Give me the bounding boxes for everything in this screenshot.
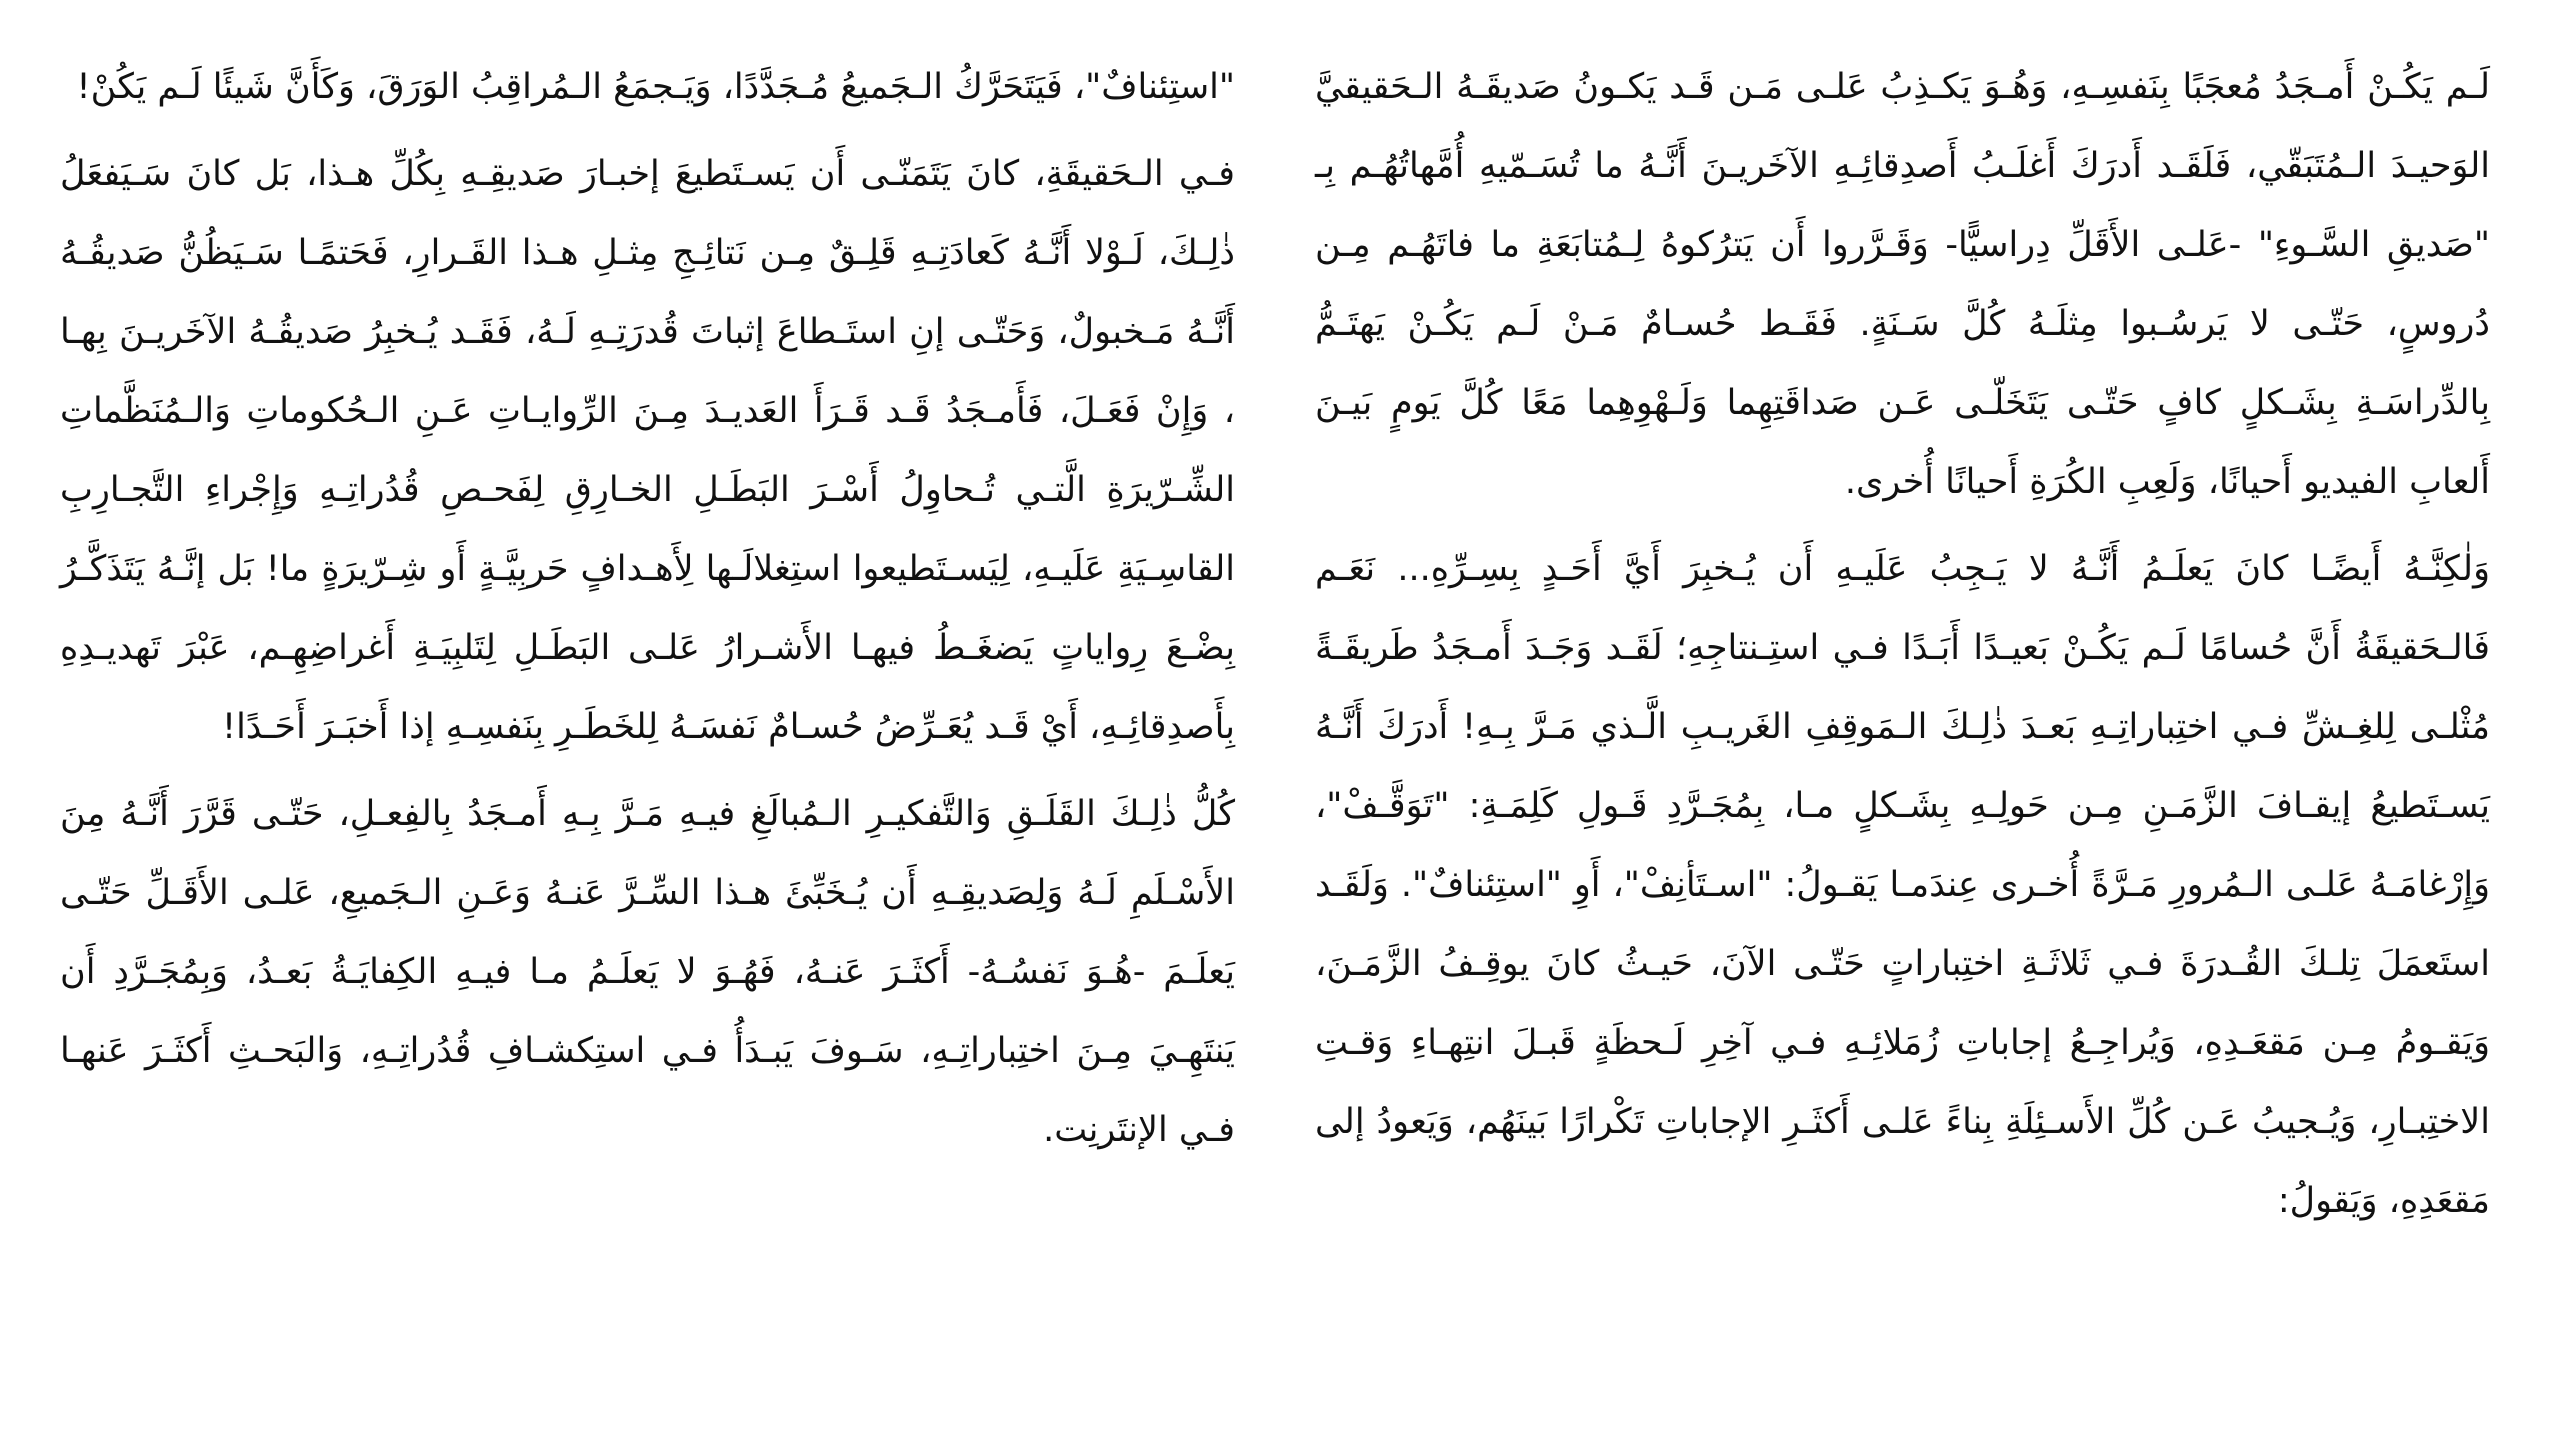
paragraph-amjad-friend: لَـم يَكُـنْ أَمـجَدُ مُعجَبًا بِنَفسِـهِ، وَهُـوَ يَكـذِبُ عَلـى مَـن قَـد يَكـونُ صَديقَـهُ الـحَقيقيَّ الوَحيـدَ الـمُتَبَقّي، فَلَقَـد أَدرَكَ أَغلَـبُ أَصدِقائِـهِ الآخَريـنَ أَنَّـهُ ما تُسَـمّيهِ أُمَّهاتُهُـم بِـ "صَديقِ السَّـوءِ" -عَلـى الأَقَلِّ دِراسيًّا- وَقَـرَّروا أَن يَترُكوهُ لِـمُتابَعَةِ ما فاتَهُـم مِـن دُروسٍ، حَتّـى لا يَرسُـبوا مِثلَـهُ كُلَّ سَـنَةٍ. فَقَـط حُسـامٌ مَـنْ لَـم يَكُـنْ يَهتَـمُّ بِالدِّراسَـةِ بِشَـكلٍ كافٍ حَتّـى يَتَخَلّـى عَـن صَداقَتِهِما وَلَـهْوِهِما مَعًا كُلَّ يَومٍ بَيـنَ أَلعابِ الفيديو أَحيانًا، وَلَعِبِ الكُرَةِ أَحيانًا أُخرى. [1315,67,2490,502]
paragraph-in-reality: فـي الـحَقيقَةِ، كانَ يَتَمَنّـى أَن يَسـتَطيعَ إخبـارَ صَديقِـهِ بِكُلِّ هـذا، بَل كانَ سَـيَفعَلُ ذٰلِـكَ، لَـوْلا أَنَّـهُ كَعادَتِـهِ قَلِـقٌ مِـن نَتائِـجِ مِثـلِ هـذا القَـرارِ، فَحَتمًـا سَـيَظُنُّ صَديقُـهُ أَنَّـهُ مَـخبولٌ، وَحَتّـى إنِ استَـطاعَ إثباتَ قُدرَتِـهِ لَـهُ، فَقَـد يُـخبِرُ صَديقُـهُ الآخَريـنَ بِهـا ، وَإِنْ فَعَـلَ، فَأَمـجَدُ قَـد قَـرَأَ العَديـدَ مِـنَ الرِّوايـاتِ عَـنِ الـحُكوماتِ وَالـمُنَظَّماتِ الشِّـرّيرَةِ الَّتـي تُـحاوِلُ أَسْـرَ البَطَـلِ الخـارِقِ لِفَحـصِ قُدُراتِـهِ وَإِجْراءِ التَّجـارِبِ القاسِـيَةِ عَلَيـهِ، لِيَسـتَطيعوا استِغلالَـها لِأَهـدافٍ حَربِيَّـةٍ أَو شِـرّيرَةٍ ما! بَل إنَّـهُ يَتَذَكَّـرُ بِضْـعَ رِواياتٍ يَضغَـطُ فيهـا الأَشـرارُ عَلـى البَطَـلِ لِتَلبِيَـةِ أَغراضِهِـم، عَبْرَ تَهديـدِهِ بِأَصدِقائِـهِ، أَيْ قَـد يُعَـرِّضُ حُسـامٌ نَفسَـهُ لِلخَطَـرِ بِنَفسِـهِ إذا أَخبَـرَ أَحَـدًا! [60,154,1235,747]
paragraph-resume: "استِئنافٌ"، فَيَتَحَرَّكُ الـجَميعُ مُـجَدَّدًا، وَيَـجمَعُ الـمُراقِبُ الوَرَقَ، وَكَأَنَّ شَيئًا لَـم يَكُنْ! [76,67,1235,107]
paragraph-time-stop-ability: وَلٰكِنَّـهُ أَيضًـا كانَ يَعلَـمُ أَنَّـهُ لا يَـجِبُ عَلَيـهِ أَن يُـخبِرَ أَيَّ أَحَـدٍ بِسِـرِّهِ... نَعَـم فَالـحَقيقَةُ أَنَّ حُسامًا لَـم يَكُـنْ بَعيـدًا أَبَـدًا فـي استِـنتاجِهِ؛ لَقَـد وَجَـدَ أَمـجَدُ طَريقَـةً مُثْلـى لِلغِـشِّ فـي اختِباراتِـهِ بَعـدَ ذٰلِـكَ الـمَوقِفِ الغَريـبِ الَّـذي مَـرَّ بِـهِ! أَدرَكَ أَنَّـهُ يَسـتَطيعُ إيقـافَ الزَّمَـنِ مِـن حَولِـهِ بِشَـكلٍ مـا، بِمُجَـرَّدِ قَـولِ كَلِمَـةِ: "تَوَقَّـفْ"، وَإِرْغامَـهُ عَلـى الـمُرورِ مَـرَّةً أُخـرى عِندَمـا يَقـولُ: "اسـتَأنِفْ"، أَوِ "استِئنافٌ". وَلَقَـد استَعمَلَ تِلـكَ القُـدرَةَ فـي ثَلاثَـةِ اختِباراتٍ حَتّـى الآنَ، حَيـثُ كانَ يوقِـفُ الزَّمَـنَ، وَيَقـومُ مِـن مَقعَـدِهِ، وَيُراجِـعُ إجاباتِ زُمَلائِـهِ فـي آخِرِ لَـحظَةٍ قَبـلَ انتِهـاءِ وَقـتِ الاختِبـارِ، وَيُـجيبُ عَـن كُلِّ الأَسـئِلَةِ بِناءً عَلـى أَكثَـرِ الإجاباتِ تَكْرارًا بَينَهُم، وَيَعودُ إلى مَقعَدِهِ، وَيَقولُ: [1315,549,2490,1221]
paragraph-worry-and-secret: كُلُّ ذٰلِـكَ القَلَـقِ وَالتَّفكيـرِ الـمُبالَغِ فيـهِ مَـرَّ بِـهِ أَمـجَدُ بِالفِعـلِ، حَتّـى قَرَّرَ أَنَّـهُ مِنَ الأَسْـلَمِ لَـهُ وَلِصَديقِـهِ أَن يُـخَبِّئَ هـذا السِّـرَّ عَنـهُ وَعَـنِ الـجَميعِ، عَلـى الأَقَـلِّ حَتّـى يَعلَـمَ -هُـوَ نَفسُـهُ- أَكثَـرَ عَنـهُ، فَهُـوَ لا يَعلَـمُ مـا فيـهِ الكِفايَـةُ بَعـدُ، وَبِمُجَـرَّدِ أَن يَنتَهِـيَ مِـنَ اختِباراتِـهِ، سَـوفَ يَبـدَأُ فـي استِكشـافِ قُدُراتِـهِ، وَالبَحـثِ أَكثَـرَ عَنهـا فـي الإنتَرنِت. [60,794,1235,1150]
right-text-column [1315,48,2490,1249]
left-text-column [60,48,1235,1178]
